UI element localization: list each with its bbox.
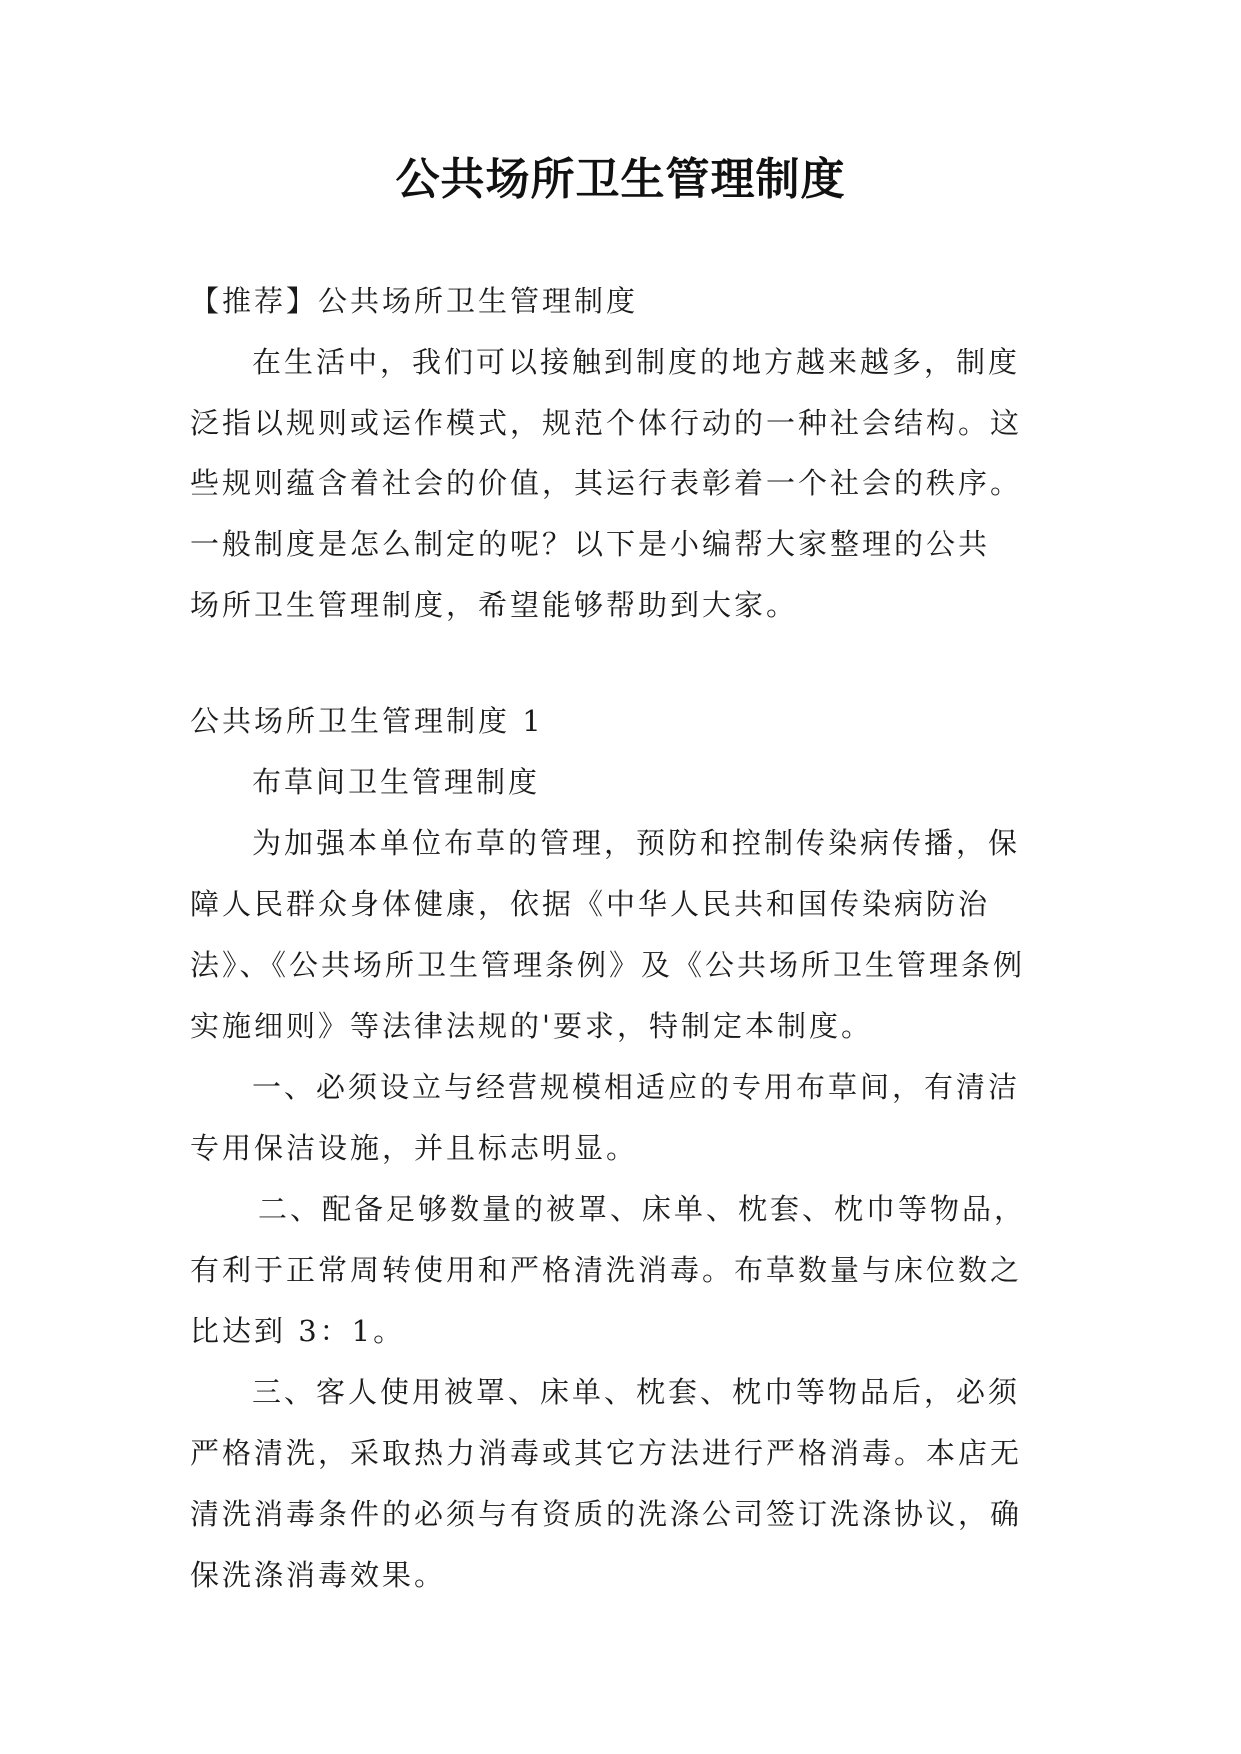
paragraph-line: 为加强本单位布草的管理，预防和控制传染病传播，保: [252, 826, 1021, 860]
intro-line-1: 在生活中，我们可以接触到制度的地方越来越多，制度: [252, 345, 1021, 379]
rule-item-2: 二、配备足够数量的被罩、床单、枕套、枕巾等物品，: [258, 1192, 1027, 1226]
intro-line-5: 场所卫生管理制度，希望能够帮助到大家。: [190, 588, 799, 622]
rule-item-1: 一、必须设立与经营规模相适应的专用布草间，有清洁: [252, 1070, 1021, 1104]
section-heading-1: 公共场所卫生管理制度 1: [190, 704, 544, 738]
rule-item-2-cont: 有利于正常周转使用和严格清洗消毒。布草数量与床位数之: [190, 1253, 1023, 1287]
paragraph-line: 实施细则》等法律法规的'要求，特制定本制度。: [190, 1009, 873, 1043]
subsection-heading: 布草间卫生管理制度: [252, 765, 541, 799]
intro-line-4: 一般制度是怎么制定的呢？以下是小编帮大家整理的公共: [190, 527, 991, 561]
document-title: 公共场所卫生管理制度: [395, 154, 846, 205]
rule-item-3: 三、客人使用被罩、床单、枕套、枕巾等物品后，必须: [252, 1375, 1021, 1409]
paragraph-line: 障人民群众身体健康，依据《中华人民共和国传染病防治: [190, 887, 991, 921]
intro-line-2: 泛指以规则或运作模式，规范个体行动的一种社会结构。这: [190, 406, 1023, 440]
paragraph-line: 法》、《公共场所卫生管理条例》及《公共场所卫生管理条例: [190, 948, 1026, 982]
rule-item-1-cont: 专用保洁设施，并且标志明显。: [190, 1131, 639, 1165]
rule-item-3-cont: 严格清洗，采取热力消毒或其它方法进行严格消毒。本店无: [190, 1436, 1023, 1470]
rule-item-2-cont: 比达到 3：1。: [190, 1314, 406, 1348]
rule-item-3-cont: 保洗涤消毒效果。: [190, 1558, 447, 1592]
recommend-heading: 【推荐】公共场所卫生管理制度: [190, 284, 639, 318]
rule-item-3-cont: 清洗消毒条件的必须与有资质的洗涤公司签订洗涤协议，确: [190, 1497, 1023, 1531]
intro-line-3: 些规则蕴含着社会的价值，其运行表彰着一个社会的秩序。: [190, 466, 1023, 500]
